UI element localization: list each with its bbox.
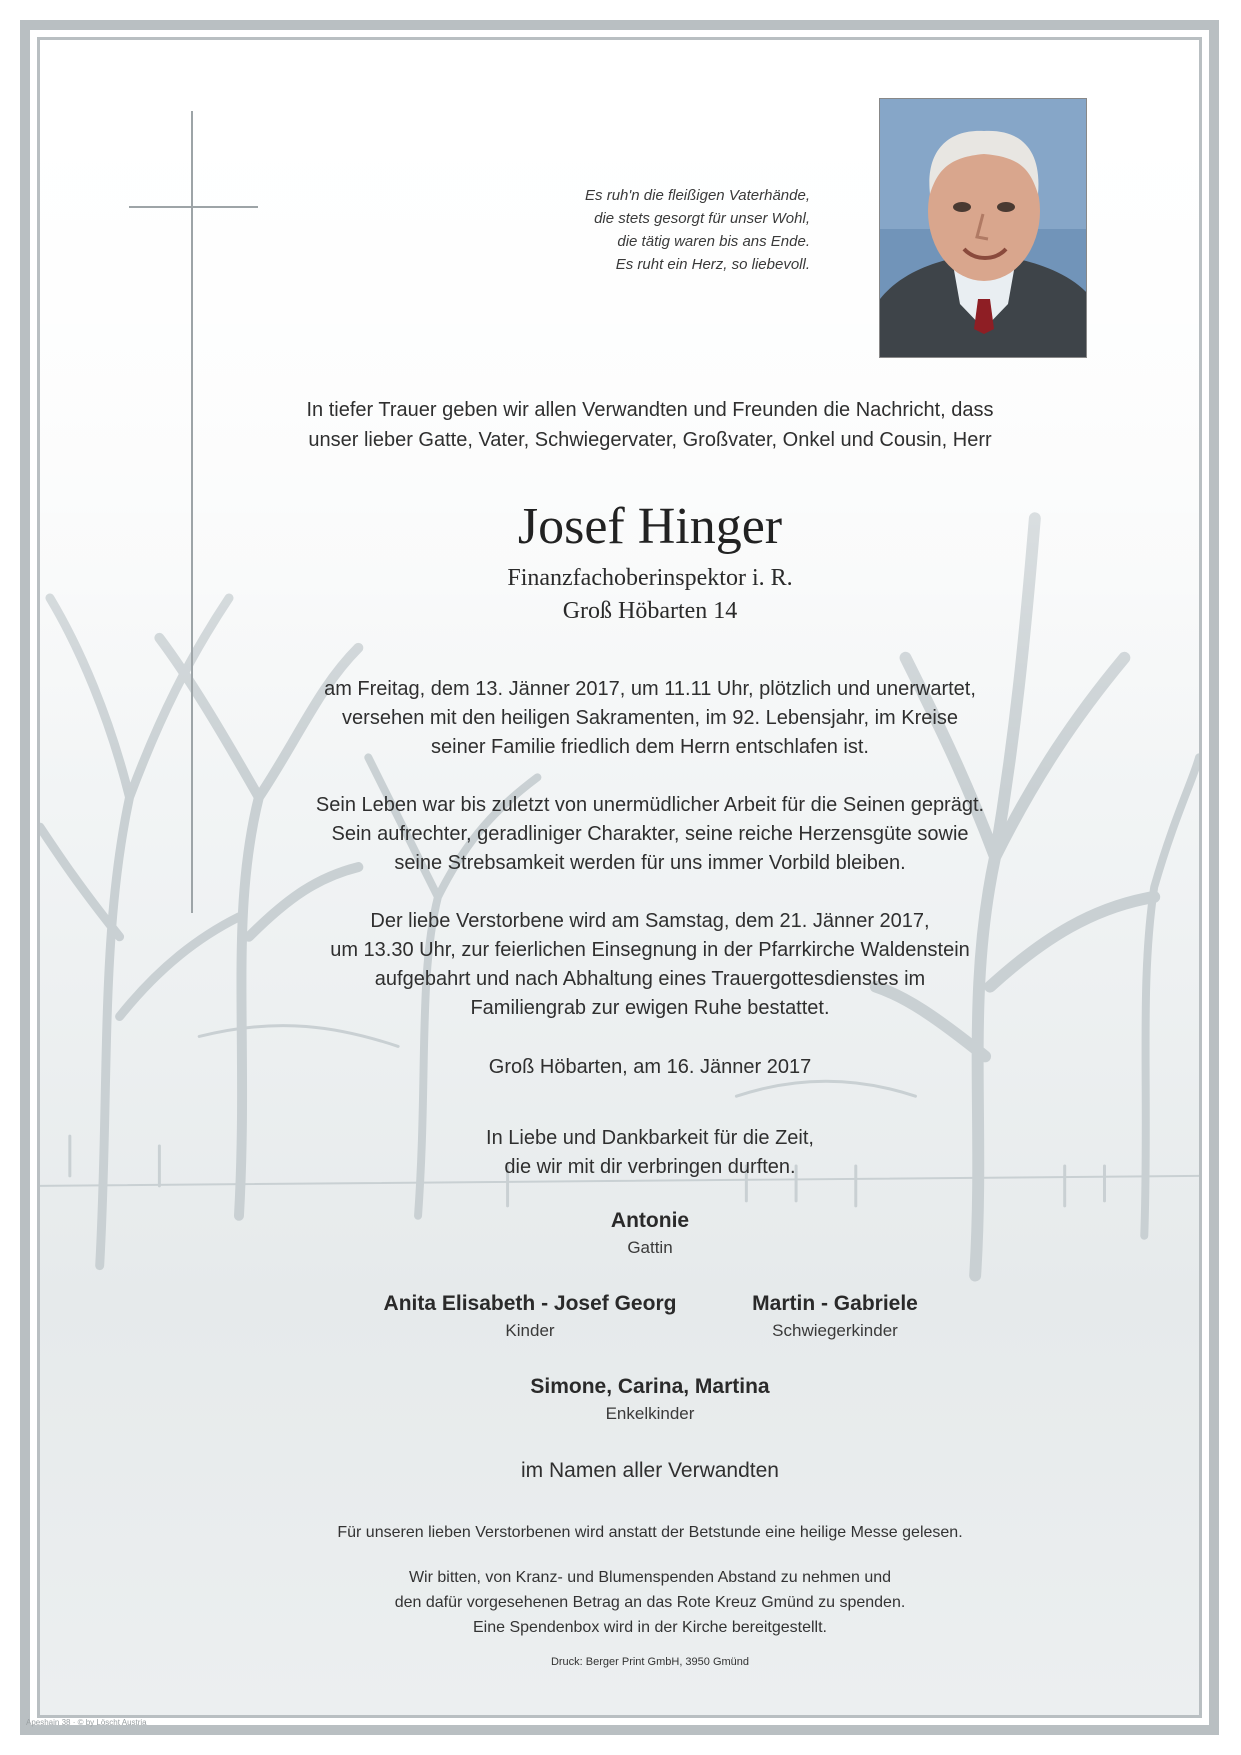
portrait-image [880,99,1087,358]
portrait-photo [879,98,1087,358]
on-behalf-line: im Namen aller Verwandten [521,1459,779,1482]
paragraph-line: Der liebe Verstorbene wird am Samstag, dem 21. Jänner 2017, [370,910,930,932]
donation-note [230,1565,1070,1640]
family-name: Martin - Gabriele [752,1292,918,1315]
poem-line: Es ruht ein Herz, so liebevoll. [615,256,810,273]
family-name: Anita Elisabeth - Josef Georg [383,1292,677,1315]
paragraph-line: um 13.30 Uhr, zur feierlichen Einsegnung in der Pfarrkirche Waldenstein [330,939,970,961]
deceased-title: Finanzfachoberinspektor i. R. [507,565,793,591]
cross-horizontal-beam [129,206,258,208]
family-in-laws [700,1290,970,1344]
thanks-line: die wir mit dir verbringen durften. [504,1156,796,1178]
cross-vertical-beam [191,111,193,913]
deceased-name: Josef Hinger [517,498,783,555]
paragraph-line: seine Strebsamkeit werden für uns immer Vorbild bleiben. [394,852,906,874]
family-spouse [530,1207,770,1261]
poem-line: die stets gesorgt für unser Wohl, [594,210,810,227]
thanks-text [230,1124,1070,1182]
family-name: Antonie [610,1209,690,1232]
announcement-intro [230,395,1070,455]
paragraph-line: seiner Familie friedlich dem Herrn entschlafen ist. [431,736,869,758]
thanks-line: In Liebe und Dankbarkeit für die Zeit, [486,1127,814,1149]
paragraph-line: am Freitag, dem 13. Jänner 2017, um 11.11 Uhr, plötzlich und unerwartet, [324,678,976,700]
donation-line: Wir bitten, von Kranz- und Blumenspenden Abstand zu nehmen und [408,1569,892,1586]
place-and-date: Groß Höbarten, am 16. Jänner 2017 [488,1056,812,1078]
paragraph-line: Sein aufrechter, geradliniger Charakter, seine reiche Herzensgüte sowie [331,823,969,845]
template-credit: Apeshain 38 · © by Löscht Austria [26,1718,147,1727]
intro-line: unser lieber Gatte, Vater, Schwiegervater, Großvater, Onkel und Cousin, Herr [308,429,992,451]
donation-line: den dafür vorgesehenen Betrag an das Rote Kreuz Gmünd zu spenden. [394,1594,906,1611]
life-paragraph [230,791,1070,878]
death-paragraph [230,675,1070,762]
printer-credit: Druck: Berger Print GmbH, 3950 Gmünd [550,1656,750,1668]
family-relation: Enkelkinder [605,1404,695,1423]
mass-note: Für unseren lieben Verstorbenen wird anstatt der Betstunde eine heilige Messe gelesen. [337,1524,963,1541]
paragraph-line: aufgebahrt und nach Abhaltung eines Trauergottesdienstes im [374,968,926,990]
family-grandchildren [480,1373,820,1427]
intro-line: In tiefer Trauer geben wir allen Verwandten und Freunden die Nachricht, dass [306,399,994,421]
deceased-details [230,562,1070,628]
family-relation: Kinder [505,1321,555,1340]
family-relation: Gattin [627,1238,673,1257]
paragraph-line: versehen mit den heiligen Sakramenten, im 92. Lebensjahr, im Kreise [342,707,958,729]
memorial-poem [430,184,810,276]
funeral-paragraph [230,907,1070,1023]
donation-line: Eine Spendenbox wird in der Kirche bereitgestellt. [473,1619,827,1636]
paragraph-line: Familiengrab zur ewigen Ruhe bestattet. [470,997,830,1019]
family-children [330,1290,730,1344]
deceased-address: Groß Höbarten 14 [562,598,738,624]
family-name: Simone, Carina, Martina [530,1375,770,1398]
paragraph-line: Sein Leben war bis zuletzt von unermüdlicher Arbeit für die Seinen geprägt. [315,794,985,816]
poem-line: die tätig waren bis ans Ende. [617,233,810,250]
family-relation: Schwiegerkinder [772,1321,898,1340]
poem-line: Es ruh'n die fleißigen Vaterhände, [585,187,810,204]
